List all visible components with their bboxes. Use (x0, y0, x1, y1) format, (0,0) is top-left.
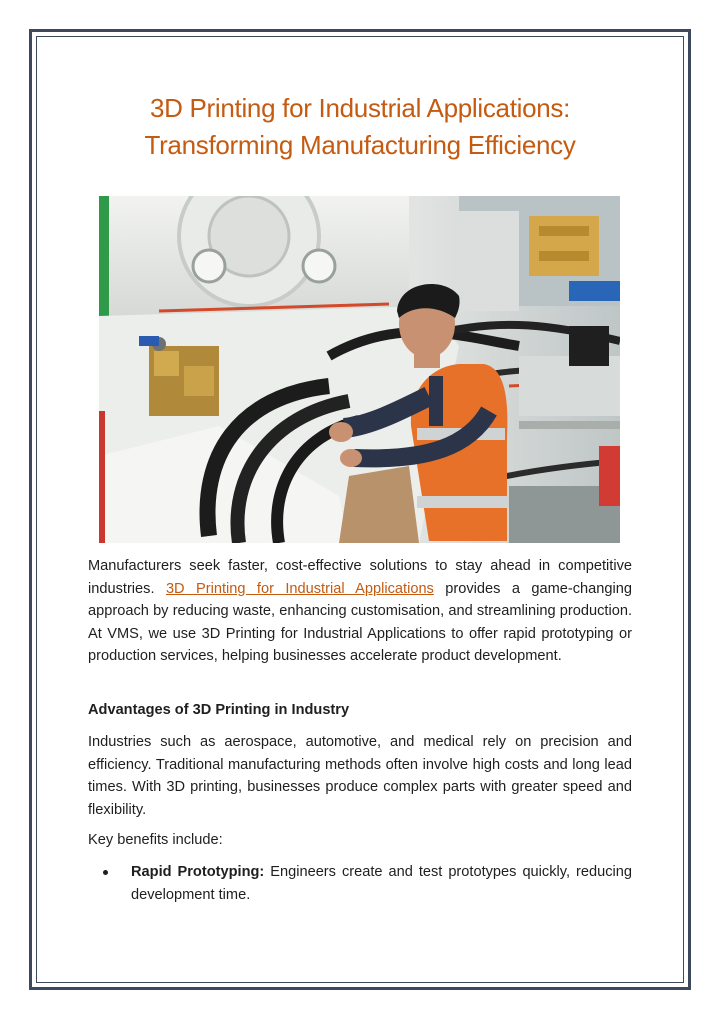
document-title (60, 90, 660, 164)
key-benefits-label: Key benefits include: (88, 832, 223, 848)
industrial-applications-link[interactable]: 3D Printing for Industrial Applications (165, 580, 434, 597)
benefit-text (131, 861, 632, 906)
title-line-1: 3D Printing for Industrial Applications: (149, 93, 571, 123)
intro-paragraph (88, 555, 632, 668)
advantages-heading: Advantages of 3D Printing in Industry (88, 702, 350, 718)
industrial-worker-photo (99, 196, 620, 543)
benefit-description: Engineers create and test prototypes quickly, reducing development time. (131, 864, 632, 903)
intro-text-before-link: Manufacturers seek faster, cost-effective solutions to stay ahead in competitive industries. (88, 558, 632, 597)
benefit-term: Rapid Prototyping: (131, 864, 265, 880)
title-line-2: Transforming Manufacturing Efficiency (144, 130, 576, 160)
intro-text-after-link: provides a game-changing approach by reducing waste, enhancing customisation, and streamlining production. At VMS, we use 3D Printing for Industrial Applications to offer rapid prototyping or production services, helping businesses accelerate product development. (88, 580, 632, 664)
industries-paragraph: Industries such as aerospace, automotive, and medical rely on precision and efficiency. Traditional manufacturing methods often involve high costs and long lead times. With 3D printing, businesses produce complex parts with greater speed and flexibility. (88, 734, 632, 818)
bullet-icon (103, 870, 108, 875)
